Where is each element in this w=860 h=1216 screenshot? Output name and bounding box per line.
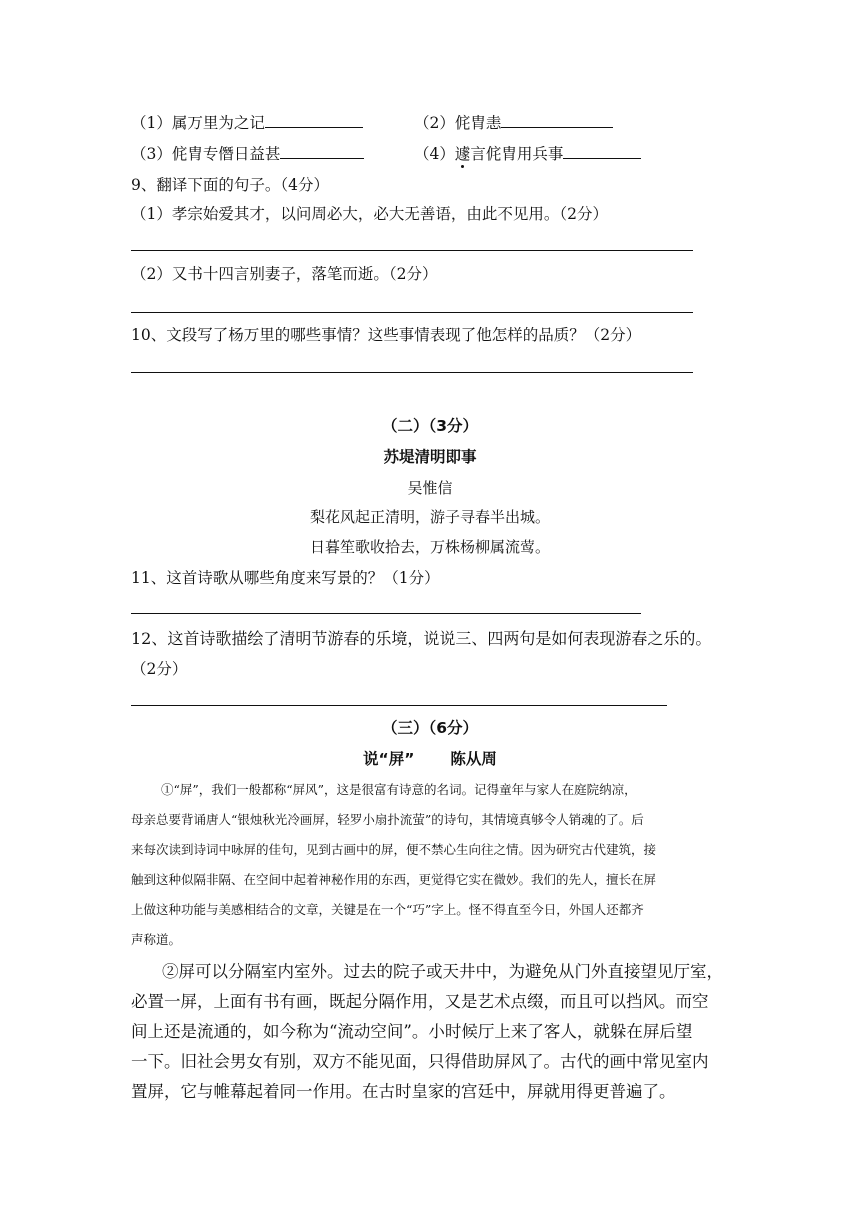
q8-item-4-prefix: （4）	[414, 145, 455, 163]
para1-line: 声称道。	[131, 932, 182, 947]
para1-line: 上做这种功能与美感相结合的文章，关键是在一个“巧”字上。怪不得直至今日，外国人还都齐	[131, 902, 644, 917]
article-author: 陈从周	[450, 750, 497, 768]
q8-item-2	[414, 113, 613, 133]
para1-line: 触到这种似隔非隔、在空间中起着神秘作用的东西，更觉得它实在微妙。我们的先人，擅长在屏	[131, 872, 657, 887]
section-2-heading: （二）（3分）	[381, 417, 479, 435]
q8-item-3-label: （3）侂胄专僭日益甚	[131, 145, 281, 163]
q10-question: 10、文段写了杨万里的哪些事情？这些事情表现了他怎样的品质？（2分）	[131, 326, 642, 344]
q8-item-4-label: 言侂胄用兵事	[470, 145, 564, 163]
para1-line: 母亲总要背诵唐人“银烛秋光冷画屏，轻罗小扇扑流萤”的诗句，其情境真够令人销魂的了。后	[131, 812, 644, 827]
answer-blank[interactable]	[563, 144, 641, 159]
article-title-line	[0, 749, 860, 769]
answer-blank[interactable]	[280, 144, 364, 159]
q8-item-3	[131, 144, 364, 164]
poem-line-2: 日暮笙歌收拾去，万株杨柳属流莺。	[309, 538, 550, 556]
para2-line: 置屏，它与帷幕起着同一作用。在古时皇家的宫廷中，屏就用得更普遍了。	[131, 1082, 676, 1101]
q8-item-4	[414, 144, 641, 164]
emphasis-dotted-char: 遽	[454, 145, 471, 163]
para2-line: 必置一屏，上面有书有画，既起分隔作用，又是艺术点缀，而且可以挡风。而空	[131, 992, 709, 1011]
q9-title: 9、翻译下面的句子。（4分）	[131, 176, 329, 194]
answer-line[interactable]	[131, 705, 667, 706]
para2-line: 间上还是流通的，如今称为“流动空间”。小时候厅上来了客人，就躲在屏后望	[131, 1022, 693, 1041]
para1-line: 来每次读到诗词中咏屏的佳句，见到古画中的屏，便不禁心生向往之情。因为研究古代建筑，接	[131, 842, 657, 857]
para2-line: 一下。旧社会男女有别，双方不能见面，只得借助屏风了。古代的画中常见室内	[131, 1052, 709, 1071]
answer-line[interactable]	[131, 250, 693, 251]
answer-line[interactable]	[131, 613, 641, 614]
poem-author: 吴惟信	[407, 479, 453, 497]
q12-question-line-1: 12、这首诗歌描绘了清明节游春的乐境，说说三、四两句是如何表现游春之乐的。	[131, 629, 712, 648]
para1-line: ①“屏”，我们一般都称“屏风”，这是很富有诗意的名词。记得童年与家人在庭院纳凉，	[161, 782, 637, 797]
answer-blank[interactable]	[501, 113, 613, 128]
section-3-heading: （三）（6分）	[381, 719, 479, 737]
q11-question: 11、这首诗歌从哪些角度来写景的？（1分）	[131, 569, 440, 587]
poem-title: 苏堤清明即事	[383, 448, 477, 466]
poem-line-1: 梨花风起正清明，游子寻春半出城。	[309, 508, 550, 526]
q8-item-1-label: （1）属万里为之记	[131, 114, 265, 132]
answer-line[interactable]	[131, 312, 693, 313]
q8-item-1	[131, 113, 363, 133]
q12-question-line-2: （2分）	[131, 660, 188, 678]
q9-sentence-1: （1）孝宗始爱其才，以问周必大，必大无善语，由此不见用。（2分）	[131, 205, 608, 223]
para2-line: ②屏可以分隔室内室外。过去的院子或天井中，为避免从门外直接望见厅室，	[162, 962, 723, 981]
article-title: 说“屏”	[363, 750, 415, 768]
answer-line[interactable]	[131, 372, 693, 373]
q9-sentence-2: （2）又书十四言别妻子，落笔而逝。（2分）	[131, 265, 438, 283]
answer-blank[interactable]	[265, 113, 363, 128]
q8-item-2-label: （2）侂胄恚	[414, 114, 502, 132]
